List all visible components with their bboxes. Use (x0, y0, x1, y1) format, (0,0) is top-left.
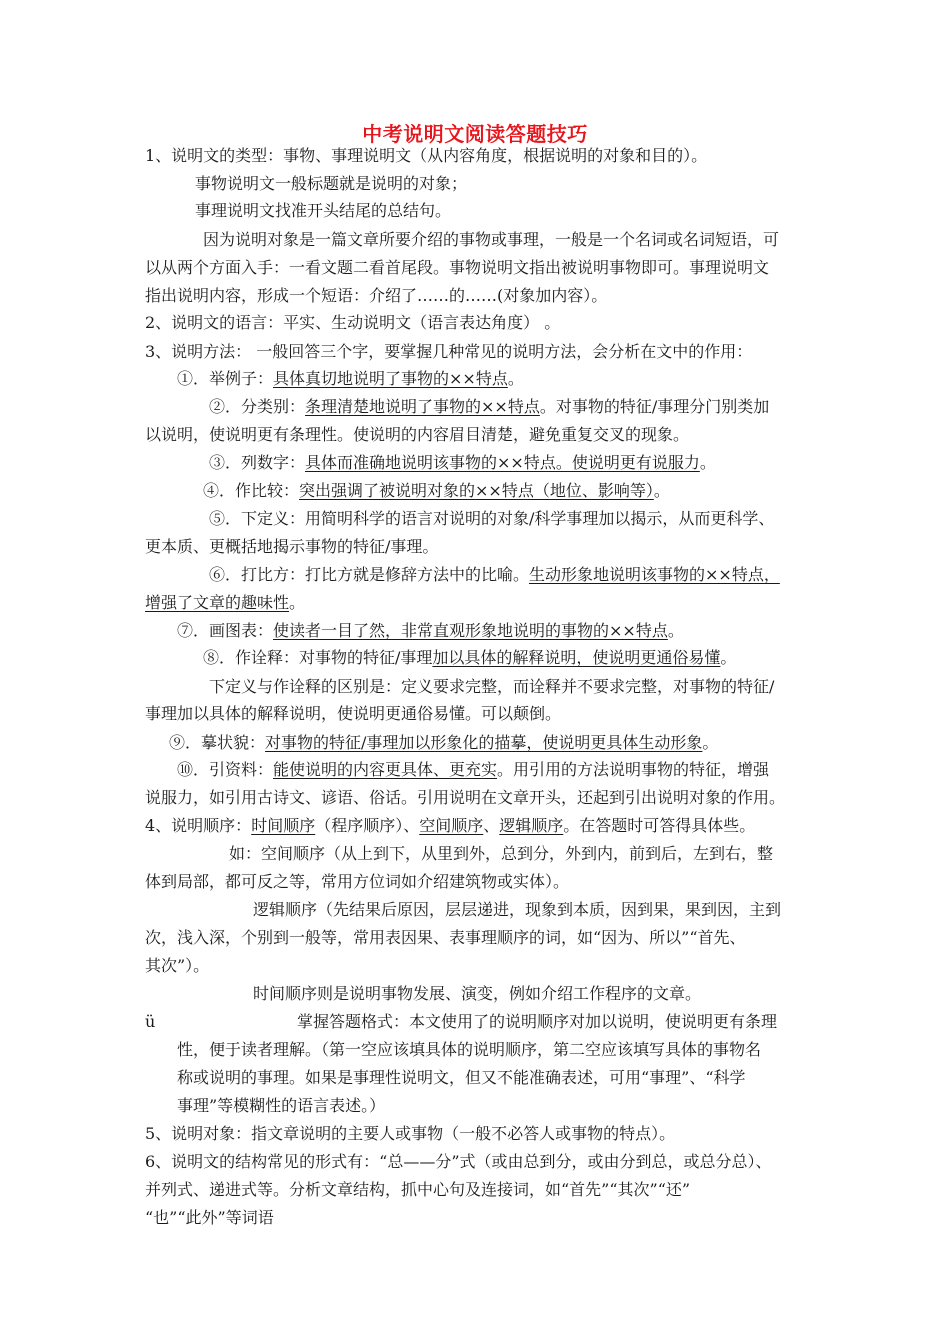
text-line (209, 675, 774, 699)
page-title: 中考说明文阅读答题技巧 (362, 122, 588, 146)
text-span: 。在答题时可答得具体些。 (563, 816, 756, 835)
text-span: ①．举例子： (177, 369, 274, 388)
text-span: 。 (289, 593, 306, 612)
text-span: 事理”等模糊性的语言表述。） (177, 1096, 386, 1115)
text-span: ⑥．打比方：打比方就是修辞方法中的比喻。 (209, 565, 530, 584)
text-span: 2、说明文的语言：平实、生动说明文（语言表达角度） 。 (145, 313, 561, 332)
text-span: 如：空间顺序（从上到下，从里到外，总到分，外到内，前到后，左到右，整 (229, 844, 774, 863)
underlined-key-phrase: 对事物的特征/事理加以形象化的描摹，使说明更具体生动形象 (265, 733, 703, 752)
text-line (177, 1038, 761, 1062)
text-line (177, 619, 684, 643)
text-span: ⑨．摹状貌： (169, 733, 266, 752)
text-span: 其次”）。 (145, 956, 210, 975)
underlined-key-phrase: 空间顺序 (419, 816, 484, 835)
text-line (145, 702, 561, 726)
text-span: 。 (699, 453, 716, 472)
text-line (145, 284, 607, 308)
text-line (145, 1150, 772, 1174)
underlined-key-phrase: 具体真切地说明了事物的××特点 (273, 369, 508, 388)
text-line (203, 479, 670, 503)
text-line (145, 340, 752, 364)
text-span: 性，便于读者理解。（第一空应该填具体的说明顺序，第二空应该填写具体的事物名 (177, 1040, 762, 1059)
text-span: 次，浅入深，个别到一般等，常用表因果、表事理顺序的词，如“因为、所以”“首先、 (145, 928, 746, 947)
text-span: 。 (720, 648, 737, 667)
text-line (145, 870, 569, 894)
text-span: 。用引用的方法说明事物的特征，增强 (497, 760, 770, 779)
text-span: 事物说明文一般标题就是说明的对象； (195, 174, 468, 193)
text-span: 指出说明内容，形成一个短语：介绍了……的……(对象加内容）。 (145, 286, 608, 305)
text-span: 时间顺序则是说明事物发展、演变，例如介绍工作程序的文章。 (253, 984, 702, 1003)
text-line (177, 758, 769, 782)
text-span: 并列式、递进式等。分析文章结构，抓中心句及连接词，如“首先”“其次”“还” (145, 1180, 691, 1199)
text-span: ⑧．作诠释：对事物的特征/事理 (203, 648, 433, 667)
text-line (209, 563, 780, 587)
text-line (297, 1010, 777, 1034)
text-span: ü (145, 1012, 156, 1031)
text-span: （程序顺序）、 (315, 816, 420, 835)
text-line (203, 228, 779, 252)
text-line (145, 256, 769, 280)
text-span: 、 (483, 816, 500, 835)
text-span: 1、说明文的类型：事物、事理说明文（从内容角度，根据说明的对象和目的）。 (145, 146, 708, 165)
underlined-key-phrase: 突出强调了被说明对象的××特点（地位、影响等） (299, 481, 654, 500)
text-span: 事理加以具体的解释说明，使说明更通俗易懂。可以颠倒。 (145, 704, 562, 723)
text-line (145, 535, 438, 559)
text-line (195, 199, 451, 223)
text-span: 3、说明方法： 一般回答三个字，要掌握几种常见的说明方法，会分析在文中的作用： (145, 342, 753, 361)
text-line (145, 311, 560, 335)
text-span: 。对事物的特征/事理分门别类加 (539, 397, 770, 416)
text-line (253, 982, 701, 1006)
text-line (145, 926, 746, 950)
text-line (203, 646, 736, 670)
text-line (145, 591, 305, 615)
text-line (209, 507, 774, 531)
text-span: 。 (653, 481, 670, 500)
text-span: 6、说明文的结构常见的形式有：“总——分”式（或由总到分，或由分到总，或总分总）、 (145, 1152, 772, 1171)
text-line (145, 144, 707, 168)
text-line (145, 1010, 155, 1034)
text-line (145, 423, 689, 447)
text-span: 称或说明的事理。如果是事理性说明文，但又不能准确表述，可用“事理”、“科学 (177, 1068, 746, 1087)
text-line (145, 954, 209, 978)
text-span: 。 (702, 733, 719, 752)
text-span: 更本质、更概括地揭示事物的特征/事理。 (145, 537, 439, 556)
text-line (145, 1122, 675, 1146)
text-line (169, 731, 718, 755)
text-span: 说服力，如引用古诗文、谚语、俗话。引用说明在文章开头，还起到引出说明对象的作用。 (145, 788, 786, 807)
text-span: ⑤．下定义：用简明科学的语言对说明的对象/科学事理加以揭示，从而更科学、 (209, 509, 775, 528)
text-span: ③．列数字： (209, 453, 306, 472)
text-span: 。 (507, 369, 524, 388)
text-span: 以说明，使说明更有条理性。使说明的内容眉目清楚，避免重复交叉的现象。 (145, 425, 690, 444)
text-span: “也”“此外”等词语 (145, 1208, 274, 1227)
text-span: 掌握答题格式：本文使用了的说明顺序对加以说明，使说明更有条理 (297, 1012, 778, 1031)
text-span: ⑩．引资料： (177, 760, 274, 779)
text-line (229, 842, 773, 866)
text-line (253, 898, 781, 922)
text-span: 5、说明对象：指文章说明的主要人或事物（一般不必答人或事物的特点）。 (145, 1124, 676, 1143)
text-span: 下定义与作诠释的区别是：定义要求完整，而诠释并不要求完整，对事物的特征/ (209, 677, 775, 696)
text-span: 。 (667, 621, 684, 640)
text-line (145, 814, 755, 838)
text-span: ⑦．画图表： (177, 621, 274, 640)
text-line (209, 451, 716, 475)
text-line (145, 1178, 690, 1202)
underlined-key-phrase: 使读者一目了然，非常直观形象地说明的事物的××特点 (273, 621, 668, 640)
underlined-key-phrase: 具体而准确地说明该事物的××特点。使说明更有说服力 (305, 453, 700, 472)
text-span: ④．作比较： (203, 481, 300, 500)
text-line (177, 367, 524, 391)
text-span: 4、说明顺序： (145, 816, 252, 835)
text-line (177, 1094, 385, 1118)
text-line (177, 1066, 746, 1090)
text-span: 事理说明文找准开头结尾的总结句。 (195, 201, 452, 220)
text-span: 逻辑顺序（先结果后原因，层层递进，现象到本质，因到果，果到因，主到 (253, 900, 782, 919)
underlined-key-phrase: 生动形象地说明该事物的××特点， (529, 565, 780, 584)
underlined-key-phrase: 时间顺序 (251, 816, 316, 835)
underlined-key-phrase: 增强了文章的趣味性 (145, 593, 290, 612)
underlined-key-phrase: 条理清楚地说明了事物的××特点 (305, 397, 540, 416)
text-line (195, 172, 467, 196)
text-line (145, 786, 785, 810)
text-span: 因为说明对象是一篇文章所要介绍的事物或事理，一般是一个名词或名词短语，可 (203, 230, 780, 249)
underlined-key-phrase: 加以具体的解释说明，使说明更通俗易懂 (432, 648, 721, 667)
text-span: 以从两个方面入手：一看文题二看首尾段。事物说明文指出被说明事物即可。事理说明文 (145, 258, 770, 277)
text-line (145, 1206, 274, 1230)
text-line (209, 395, 769, 419)
underlined-key-phrase: 能使说明的内容更具体、更充实 (273, 760, 498, 779)
text-span: ②．分类别： (209, 397, 306, 416)
text-span: 体到局部，都可反之等，常用方位词如介绍建筑物或实体）。 (145, 872, 570, 891)
underlined-key-phrase: 逻辑顺序 (499, 816, 564, 835)
